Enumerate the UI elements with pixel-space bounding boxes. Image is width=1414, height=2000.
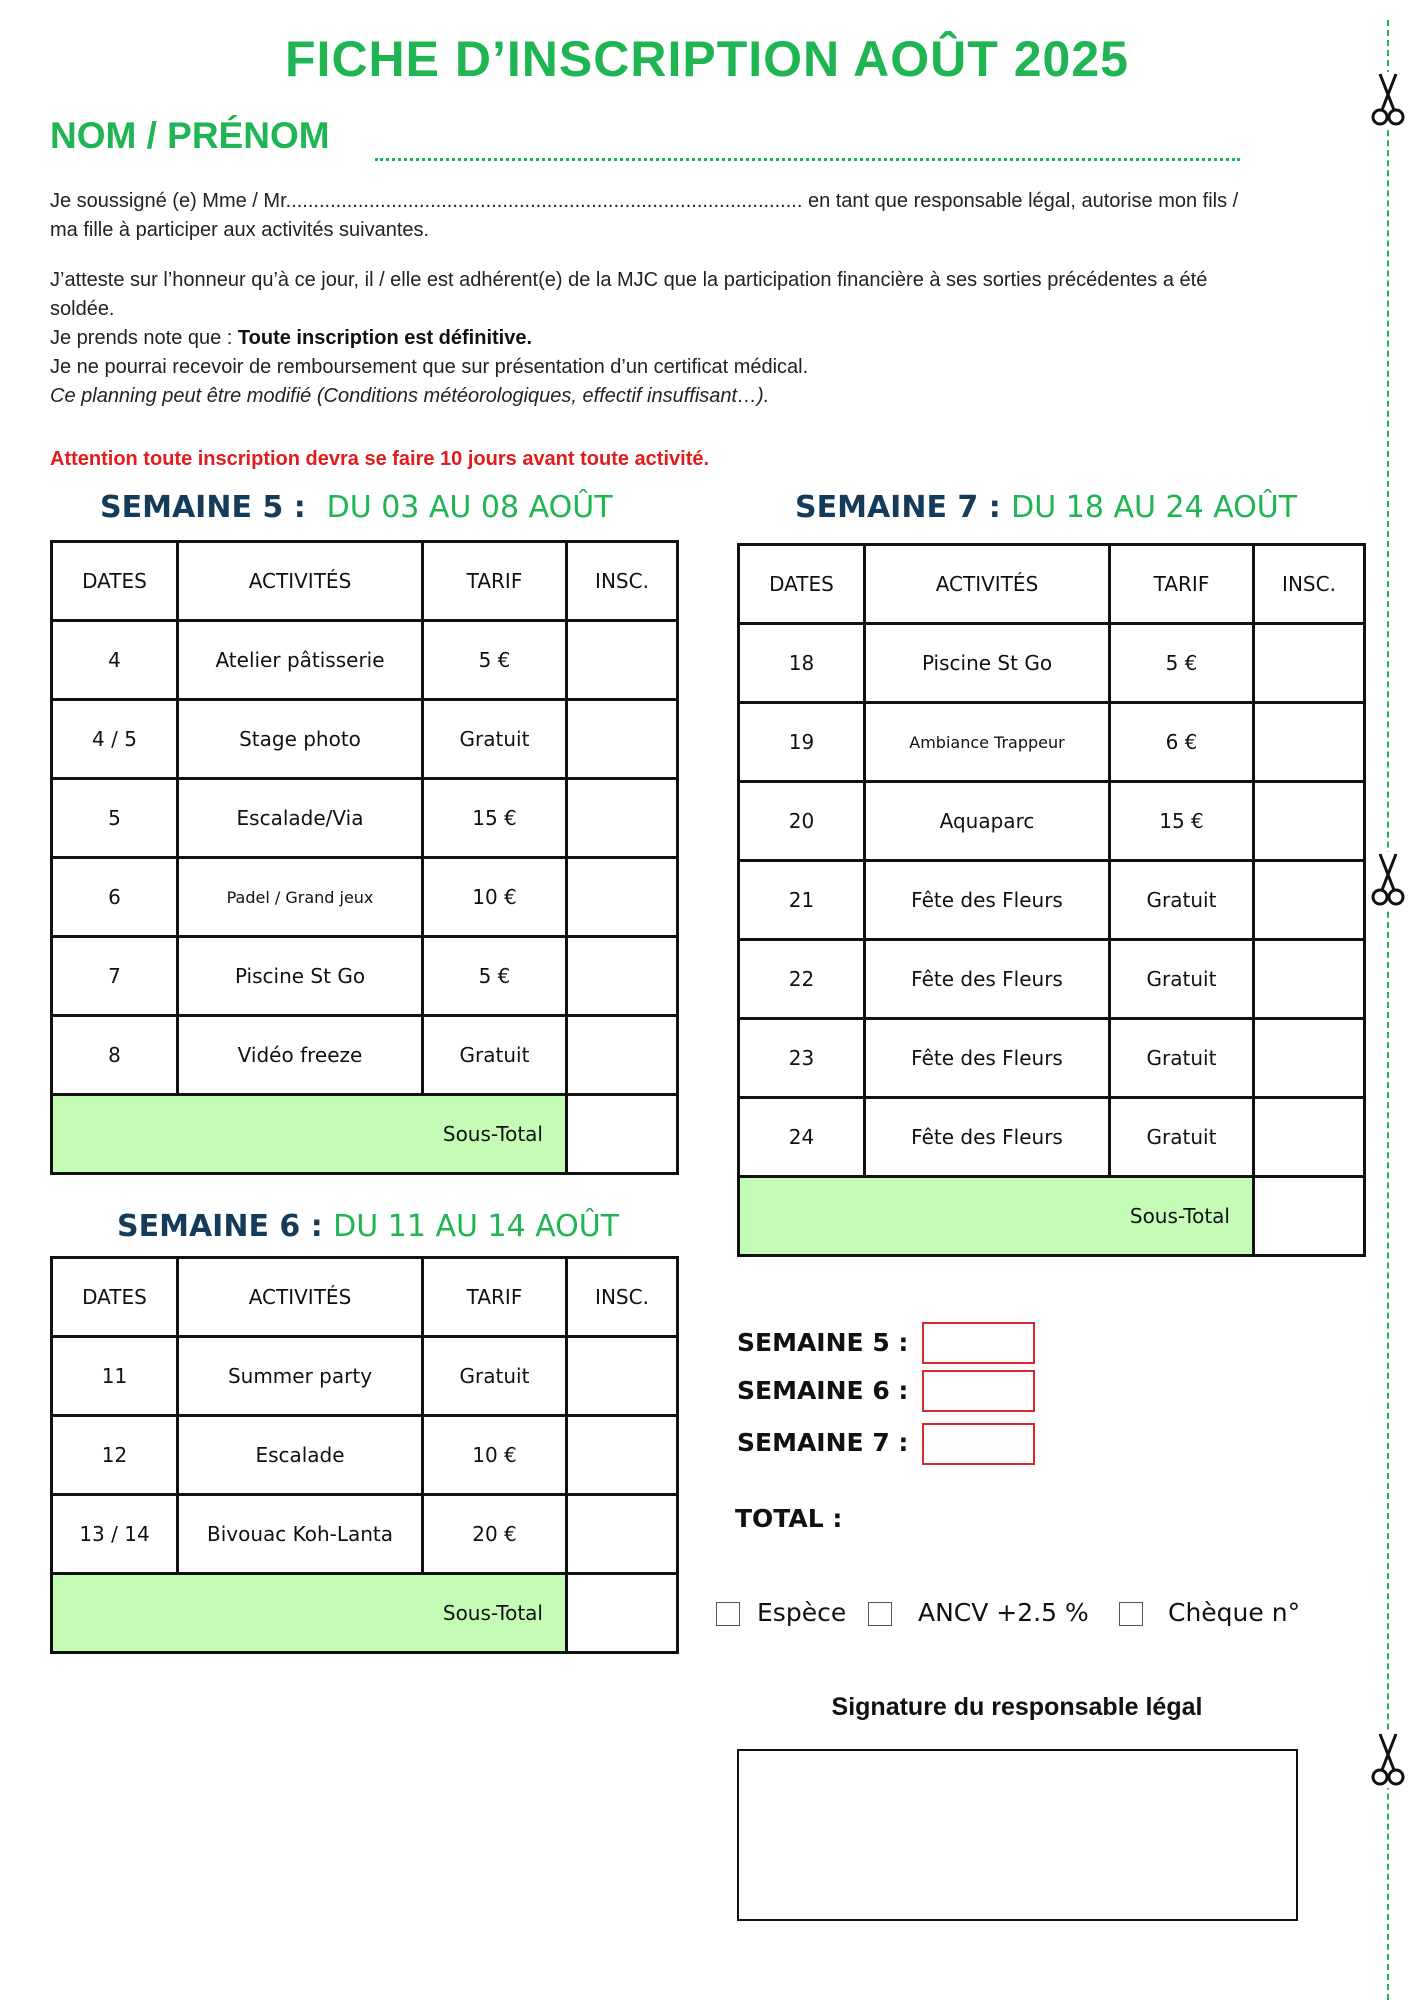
cut-line <box>1387 20 1389 2000</box>
cheque-label: Chèque n° <box>1168 1598 1301 1627</box>
row-insc-cell[interactable] <box>567 1337 678 1416</box>
row-date: 23 <box>739 1019 865 1098</box>
table-header-row <box>52 1258 678 1337</box>
table-row <box>739 703 1365 782</box>
header-dates: DATES <box>52 542 178 621</box>
signature-label: Signature du responsable légal <box>831 1693 1203 1721</box>
table-row <box>52 700 678 779</box>
row-tarif: Gratuit <box>1110 940 1254 1019</box>
attest-line-1: J’atteste sur l’honneur qu’à ce jour, il / elle est adhérent(e) de la MJC que la participation financière à ses sorties précédentes a été <box>50 269 1208 291</box>
row-activity: Fête des Fleurs <box>865 940 1110 1019</box>
table-row <box>739 940 1365 1019</box>
header-tarif: TARIF <box>1110 545 1254 624</box>
table-header-row <box>52 542 678 621</box>
row-activity: Atelier pâtisserie <box>178 621 423 700</box>
row-date: 12 <box>52 1416 178 1495</box>
row-date: 21 <box>739 861 865 940</box>
header-insc: INSC. <box>567 1258 678 1337</box>
attestation-paragraph <box>50 266 1350 411</box>
row-date: 8 <box>52 1016 178 1095</box>
week6-table <box>50 1256 679 1654</box>
row-date: 18 <box>739 624 865 703</box>
row-activity: Ambiance Trappeur <box>865 703 1110 782</box>
week5-range: DU 03 AU 08 AOÛT <box>326 490 613 525</box>
table-row <box>52 1416 678 1495</box>
row-insc-cell[interactable] <box>567 1416 678 1495</box>
row-insc-cell[interactable] <box>1254 703 1365 782</box>
header-dates: DATES <box>739 545 865 624</box>
row-activity: Aquaparc <box>865 782 1110 861</box>
week7-table <box>737 543 1366 1257</box>
header-tarif: TARIF <box>423 1258 567 1337</box>
table-row <box>739 624 1365 703</box>
name-label: NOM / PRÉNOM <box>50 115 330 156</box>
row-tarif: Gratuit <box>423 700 567 779</box>
row-activity: Summer party <box>178 1337 423 1416</box>
subtotal-label: Sous-Total <box>739 1177 1254 1256</box>
attest-line-2: soldée. <box>50 298 115 320</box>
subtotal-value-cell[interactable] <box>1254 1177 1365 1256</box>
table-row <box>739 1098 1365 1177</box>
table-row <box>52 858 678 937</box>
scissors-icon <box>1370 72 1406 128</box>
row-insc-cell[interactable] <box>1254 782 1365 861</box>
cheque-checkbox[interactable] <box>1119 1602 1143 1626</box>
ancv-label: ANCV +2.5 % <box>918 1598 1089 1627</box>
row-insc-cell[interactable] <box>567 937 678 1016</box>
header-activities: ACTIVITÉS <box>178 1258 423 1337</box>
table-row <box>52 1016 678 1095</box>
week6-range: DU 11 AU 14 AOÛT <box>333 1209 620 1244</box>
row-insc-cell[interactable] <box>1254 940 1365 1019</box>
week7-range: DU 18 AU 24 AOÛT <box>1011 490 1298 525</box>
row-tarif: Gratuit <box>1110 861 1254 940</box>
week7-label: SEMAINE 7 : <box>795 490 1001 525</box>
row-date: 4 <box>52 621 178 700</box>
name-input-line[interactable] <box>375 158 1240 161</box>
row-activity: Escalade <box>178 1416 423 1495</box>
note-bold: Toute inscription est définitive. <box>237 327 533 349</box>
summary-week7-label: SEMAINE 7 : <box>737 1428 909 1457</box>
note-line <box>50 324 1350 353</box>
week5-title <box>100 490 613 525</box>
row-tarif: Gratuit <box>423 1337 567 1416</box>
week6-title <box>117 1209 619 1244</box>
row-activity: Fête des Fleurs <box>865 861 1110 940</box>
week5-label: SEMAINE 5 : <box>100 490 306 525</box>
table-row <box>739 1019 1365 1098</box>
row-activity: Piscine St Go <box>865 624 1110 703</box>
page-title: FICHE D’INSCRIPTION AOÛT 2025 <box>285 31 1129 87</box>
row-date: 20 <box>739 782 865 861</box>
row-tarif: 15 € <box>423 779 567 858</box>
summary-week6-box[interactable] <box>922 1370 1035 1412</box>
subtotal-label: Sous-Total <box>52 1574 567 1653</box>
summary-week5-label: SEMAINE 5 : <box>737 1328 909 1357</box>
table-row <box>52 937 678 1016</box>
scissors-icon <box>1370 1732 1406 1788</box>
cash-label: Espèce <box>757 1598 847 1627</box>
total-label: TOTAL : <box>735 1504 843 1533</box>
row-tarif: 5 € <box>423 621 567 700</box>
row-insc-cell[interactable] <box>567 1495 678 1574</box>
row-tarif: 15 € <box>1110 782 1254 861</box>
row-date: 5 <box>52 779 178 858</box>
ancv-checkbox[interactable] <box>868 1602 892 1626</box>
summary-week7-box[interactable] <box>922 1423 1035 1465</box>
note-prefix: Je prends note que : <box>50 327 238 349</box>
row-tarif: 5 € <box>1110 624 1254 703</box>
header-activities: ACTIVITÉS <box>865 545 1110 624</box>
row-tarif: 10 € <box>423 858 567 937</box>
planning-line: Ce planning peut être modifié (Conditions météorologiques, effectif insuffisant…). <box>50 385 770 407</box>
row-date: 11 <box>52 1337 178 1416</box>
row-date: 13 / 14 <box>52 1495 178 1574</box>
header-activities: ACTIVITÉS <box>178 542 423 621</box>
table-row <box>52 621 678 700</box>
row-activity: Escalade/Via <box>178 779 423 858</box>
row-insc-cell[interactable] <box>1254 1098 1365 1177</box>
row-date: 24 <box>739 1098 865 1177</box>
week6-label: SEMAINE 6 : <box>117 1209 323 1244</box>
week5-table <box>50 540 679 1175</box>
row-activity: Padel / Grand jeux <box>178 858 423 937</box>
row-activity: Fête des Fleurs <box>865 1019 1110 1098</box>
header-dates: DATES <box>52 1258 178 1337</box>
row-insc-cell[interactable] <box>567 700 678 779</box>
row-insc-cell[interactable] <box>1254 1019 1365 1098</box>
table-header-row <box>739 545 1365 624</box>
table-row <box>739 861 1365 940</box>
row-tarif: Gratuit <box>1110 1019 1254 1098</box>
row-tarif: 10 € <box>423 1416 567 1495</box>
table-row <box>52 779 678 858</box>
row-tarif: Gratuit <box>423 1016 567 1095</box>
subtotal-value-cell[interactable] <box>567 1095 678 1174</box>
scissors-icon <box>1370 852 1406 908</box>
intro-paragraph <box>50 187 1350 245</box>
row-activity: Fête des Fleurs <box>865 1098 1110 1177</box>
header-insc: INSC. <box>567 542 678 621</box>
row-insc-cell[interactable] <box>1254 624 1365 703</box>
cash-checkbox[interactable] <box>716 1602 740 1626</box>
subtotal-value-cell[interactable] <box>567 1574 678 1653</box>
row-date: 19 <box>739 703 865 782</box>
row-activity: Stage photo <box>178 700 423 779</box>
row-tarif: 6 € <box>1110 703 1254 782</box>
row-date: 4 / 5 <box>52 700 178 779</box>
row-insc-cell[interactable] <box>567 858 678 937</box>
row-date: 22 <box>739 940 865 1019</box>
row-activity: Bivouac Koh-Lanta <box>178 1495 423 1574</box>
intro-line-2: ma fille à participer aux activités suivantes. <box>50 219 430 241</box>
summary-week6-label: SEMAINE 6 : <box>737 1376 909 1405</box>
header-tarif: TARIF <box>423 542 567 621</box>
row-activity: Piscine St Go <box>178 937 423 1016</box>
refund-line: Je ne pourrai recevoir de remboursement que sur présentation d’un certificat médical. <box>50 356 809 378</box>
row-activity: Vidéo freeze <box>178 1016 423 1095</box>
row-date: 6 <box>52 858 178 937</box>
header-insc: INSC. <box>1254 545 1365 624</box>
table-row <box>52 1337 678 1416</box>
row-date: 7 <box>52 937 178 1016</box>
week7-title <box>795 490 1297 525</box>
row-insc-cell[interactable] <box>567 779 678 858</box>
subtotal-label: Sous-Total <box>52 1095 567 1174</box>
intro-line-1: Je soussigné (e) Mme / Mr............................................................................................. en tant que responsable légal, autorise mon fils / <box>50 190 1239 212</box>
subtotal-row <box>52 1574 678 1653</box>
table-row <box>739 782 1365 861</box>
row-tarif: Gratuit <box>1110 1098 1254 1177</box>
row-tarif: 5 € <box>423 937 567 1016</box>
summary-week5-box[interactable] <box>922 1322 1035 1364</box>
subtotal-row <box>739 1177 1365 1256</box>
row-tarif: 20 € <box>423 1495 567 1574</box>
row-insc-cell[interactable] <box>567 621 678 700</box>
row-insc-cell[interactable] <box>567 1016 678 1095</box>
signature-box[interactable] <box>737 1749 1298 1921</box>
warning-text: Attention toute inscription devra se faire 10 jours avant toute activité. <box>50 448 710 470</box>
row-insc-cell[interactable] <box>1254 861 1365 940</box>
subtotal-row <box>52 1095 678 1174</box>
table-row <box>52 1495 678 1574</box>
